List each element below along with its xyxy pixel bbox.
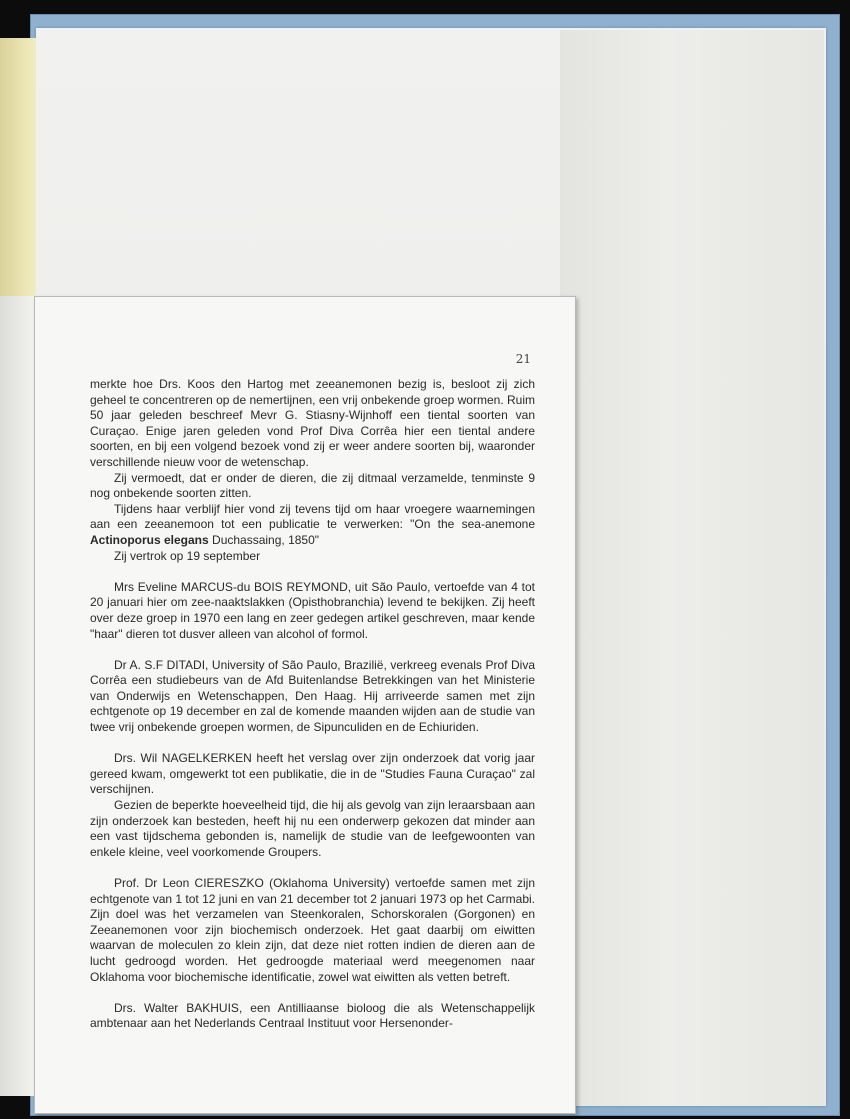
document-page: [34, 296, 576, 1114]
paragraph: Drs. Wil NAGELKERKEN heeft het verslag over zijn onderzoek dat vorig jaar gereed kwam, omgewerkt tot een publikatie, die in de "Studies Fauna Curaçao" zal verschijnen.: [90, 751, 535, 797]
paragraph: Zij vermoedt, dat er onder de dieren, die zij ditmaal verzamelde, tenminste 9 nog onbekende soorten zitten.: [90, 470, 535, 501]
paragraph: Prof. Dr Leon CIERESZKO (Oklahoma University) vertoefde samen met zijn echtgenote van 1 tot 12 juni en van 21 december tot 2 januari 1973 op het Carmabi. Zijn doel was het verzamelen van Steenkoralen, Schorskoralen (Gorgonen) en Zeeanemonen voor zijn biochemisch onderzoek. Het gaat daarbij om eiwitten waarvan de moleculen zo klein zijn, dat deze niet rotten indien de dieren aan de lucht gedroogd worden. Het gedroogde materiaal werd meegenomen naar Oklahoma voor biochemische identificatie, zowel wat eiwitten als vetten betreft.: [90, 876, 535, 984]
paragraph: merkte hoe Drs. Koos den Hartog met zeeanemonen bezig is, besloot zij zich geheel te concentreren op de nemertijnen, een vrij onbekende groep wormen. Ruim 50 jaar geleden beschreef Mevr G. Stiasny-Wijnhoff een tiental soorten van Curaçao. Enige jaren geleden vond Prof Diva Corrêa hier een tiental andere soorten, en bij een volgend bezoek vond zij er weer andere soorten bij, waaronder verschillende nieuw voor de wetenschap.: [90, 377, 535, 469]
previous-page-edge: [0, 38, 36, 296]
paragraph: Mrs Eveline MARCUS-du BOIS REYMOND, uit São Paulo, vertoefde van 4 tot 20 januari hier om zee-naaktslakken (Opisthobranchia) levend te bekijken. Zij heeft over deze groep in 1970 een lang en zeer gedegen artikel geschreven, maar kende "haar" dieren tot dusver alleen van alcohol of formol.: [90, 579, 535, 641]
paragraph: Drs. Walter BAKHUIS, een Antilliaanse bioloog die als Wetenschappelijk ambtenaar aan het Nederlands Centraal Instituut voor Hersenonder-: [90, 1000, 535, 1031]
paragraph: [90, 502, 535, 549]
paragraph: Zij vertrok op 19 september: [114, 548, 261, 563]
paragraph: Dr A. S.F DITADI, University of São Paulo, Brazilië, verkreeg evenals Prof Diva Corrêa een studiebeurs van de Afd Buitenlandse Betrekkingen van het Ministerie van Onderwijs en Wetenschappen, Den Haag. Hij arriveerde samen met zijn echtgenote op 19 december en zal de komende maanden wijden aan de studie van twee vrij onbekende groepen wormen, de Sipunculiden en de Echiuriden.: [90, 657, 535, 735]
paragraph-text: Duchassaing, 1850": [208, 532, 320, 547]
left-page-edge: [0, 296, 36, 1096]
tissue-interleaf-edge: [560, 30, 824, 1106]
page-body: [90, 377, 535, 1032]
species-name: Actinoporus elegans: [90, 532, 209, 547]
page-number: 21: [515, 352, 531, 366]
paragraph-text: Tijdens haar verblijf hier vond zij tevens tijd om haar vroegere waarnemingen aan een zeeanemoon tot een publicatie te verwerken: "On the sea-anemone: [90, 501, 535, 532]
paragraph: Gezien de beperkte hoeveelheid tijd, die hij als gevolg van zijn leraarsbaan aan zijn onderzoek kan besteden, heeft hij nu een onderwerp gekozen dat minder aan een vast tijdschema gebonden is, namelijk de studie van de leefgewoonten van enkele kleine, veel voorkomende Groupers.: [90, 798, 535, 859]
